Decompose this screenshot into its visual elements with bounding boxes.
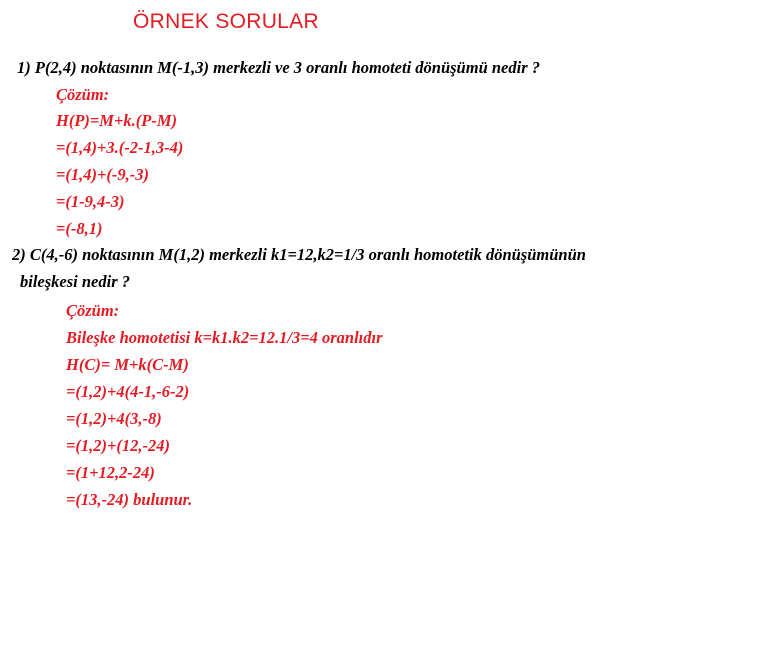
solution-1-step: =(1,4)+(-9,-3): [56, 165, 150, 184]
solution-2-label: Çözüm:: [66, 301, 120, 320]
solution-2-step: =(1,2)+4(4-1,-6-2): [66, 382, 190, 401]
solution-2-step: =(1,2)+4(3,-8): [66, 409, 162, 428]
solution-1-label: Çözüm:: [56, 85, 110, 104]
page-title: ÖRNEK SORULAR: [133, 10, 319, 33]
solution-1-step: =(1-9,4-3): [56, 192, 125, 211]
solution-2-step: H(C)= M+k(C-M): [66, 355, 189, 374]
solution-2-step: =(13,-24) bulunur.: [66, 490, 193, 509]
solution-2-step: =(1,2)+(12,-24): [66, 436, 171, 455]
question-2-line-2: bileşkesi nedir ?: [20, 272, 130, 291]
solution-1-step: H(P)=M+k.(P-M): [56, 111, 177, 130]
solution-1-step: =(1,4)+3.(-2-1,3-4): [56, 138, 184, 157]
solution-2-step: =(1+12,2-24): [66, 463, 155, 482]
question-1: 1) P(2,4) noktasının M(-1,3) merkezli ve 3 oranlı homoteti dönüşümü nedir ?: [17, 58, 541, 77]
question-2-line-1: 2) C(4,-6) noktasının M(1,2) merkezli k1=12,k2=1/3 oranlı homotetik dönüşümünün: [12, 245, 586, 264]
solution-1-step: =(-8,1): [56, 219, 103, 238]
solution-2-step: Bileşke homotetisi k=k1.k2=12.1/3=4 oranlıdır: [66, 328, 383, 347]
